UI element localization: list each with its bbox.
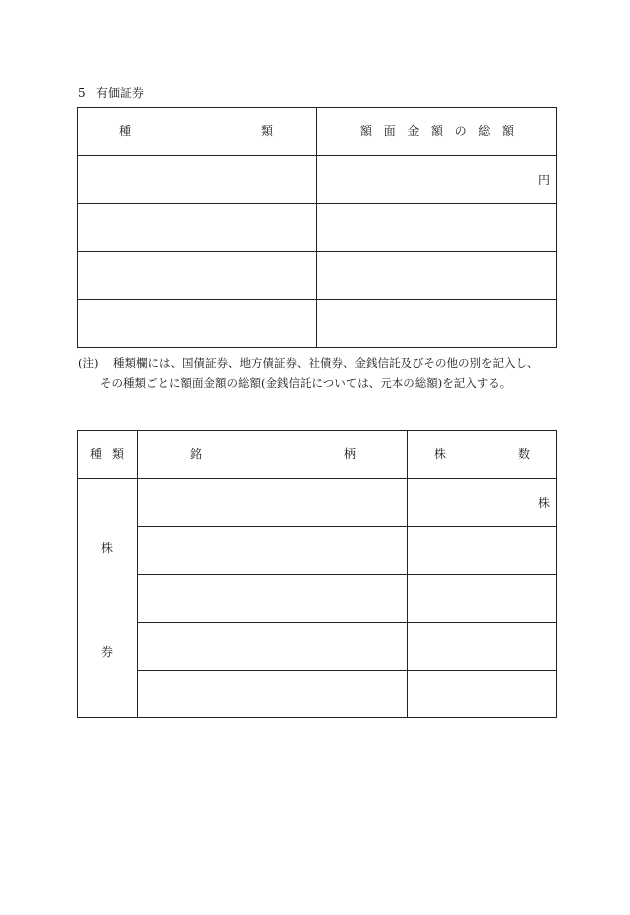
table1-column-divider [316, 107, 317, 348]
header-char: 類 [260, 124, 273, 138]
table1-row-divider [77, 251, 557, 252]
table2-row-divider [137, 526, 557, 527]
header-char: 額 [360, 124, 373, 138]
header-char: 面 [383, 124, 396, 138]
header-char: 類 [111, 447, 124, 461]
header-char: 柄 [343, 447, 356, 461]
table1-header-type [119, 124, 273, 138]
securities-table [77, 107, 557, 348]
section-number: 5 [78, 86, 86, 100]
table2-row-divider [137, 670, 557, 671]
header-char: 株 [434, 447, 447, 461]
note-line-1: 種類欄には、国債証券、地方債証券、社債券、金銭信託及びその他の別を記入し、 [113, 356, 539, 370]
note-label: (注) [78, 356, 99, 370]
table1-unit-yen: 円 [538, 173, 551, 187]
section-heading [78, 84, 144, 101]
category-char: 券 [101, 645, 114, 659]
header-char: の [454, 124, 467, 138]
header-char: 種 [90, 447, 103, 461]
table2-unit-shares: 株 [538, 496, 551, 510]
table2-header-divider [77, 478, 557, 479]
header-char: 銘 [190, 447, 203, 461]
section-title: 有価証券 [96, 86, 145, 100]
table2-header-issue-name [190, 447, 356, 461]
table2-header-type [90, 447, 124, 461]
table2-row-divider [137, 574, 557, 575]
header-char: 総 [478, 124, 491, 138]
table1-header-divider [77, 155, 557, 156]
header-char: 種 [119, 124, 132, 138]
table2-header-share-count [434, 447, 530, 461]
header-char: 額 [430, 124, 443, 138]
table1-row-divider [77, 203, 557, 204]
header-char: 金 [407, 124, 420, 138]
table2-row-divider [137, 622, 557, 623]
header-char: 額 [501, 124, 514, 138]
header-char: 数 [517, 447, 530, 461]
table1-row-divider [77, 299, 557, 300]
category-char: 株 [101, 541, 114, 555]
note-line-2: その種類ごとに額面金額の総額(金銭信託については、元本の総額)を記入する。 [100, 376, 512, 390]
table1-header-total-face-value [360, 124, 514, 138]
